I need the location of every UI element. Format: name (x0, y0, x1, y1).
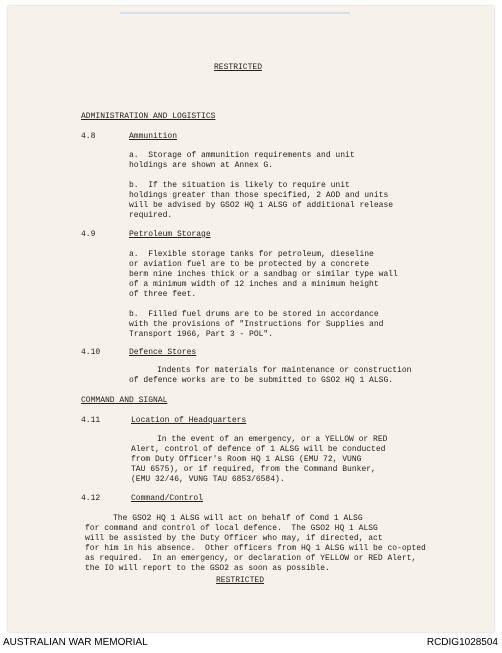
para-4-11-line-5: (EMU 32/46, VUNG TAU 6853/6584). (131, 475, 285, 484)
para-4-9-a-line-4: of a minimum width of 12 inches and a minimum height (129, 280, 379, 289)
para-4-12-line-1: The GSO2 HQ 1 ALSG will act on behalf of Comd 1 ALSG (113, 514, 363, 523)
para-4-11-line-3: from Duty Officer's Room HQ 1 ALSG (EMU 72, VUNG (131, 455, 362, 464)
para-number-4-8: 4.8 (81, 132, 96, 141)
para-4-10-line-2: of defence works are to be submitted to GSO2 HQ 1 ALSG. (129, 376, 394, 385)
para-4-8-b-line-3: will be advised by GSO2 HQ 1 ALSG of additional release (129, 201, 394, 210)
para-4-9-a-line-1: a. Flexible storage tanks for petroleum, dieseline (129, 250, 374, 259)
para-4-9-b-line-2: with the provisions of "Instructions for Supplies and (129, 320, 384, 329)
bleed-through-mark (120, 12, 350, 14)
para-title-location-hq: Location of Headquarters (131, 416, 247, 425)
para-4-12-line-6: the IO will report to the GSO2 as soon as possible. (85, 564, 330, 573)
para-4-12-line-2: for command and control of local defence. The GSO2 HQ 1 ALSG (85, 524, 378, 533)
para-4-9-a-line-3: berm nine inches thick or a sandbag or similar type wall (129, 270, 398, 279)
para-4-9-b-line-1: b. Filled fuel drums are to be stored in accordance (129, 310, 379, 319)
para-4-8-b-line-4: required. (129, 211, 173, 220)
para-title-petroleum-storage: Petroleum Storage (129, 230, 211, 239)
para-4-8-a-line-1: a. Storage of ammunition requirements and unit (129, 151, 355, 160)
classification-footer: RESTRICTED (216, 576, 265, 585)
para-4-12-line-5: as required. In an emergency, or declaration of YELLOW or RED Alert, (85, 554, 417, 563)
para-number-4-11: 4.11 (81, 416, 101, 425)
para-4-9-b-line-3: Transport 1966, Part 3 - POL". (129, 330, 274, 339)
para-4-8-a-line-2: holdings are shown at Annex G. (129, 161, 274, 170)
para-4-11-line-1: In the event of an emergency, or a YELLOW or RED (157, 435, 388, 444)
para-4-8-b-line-2: holdings greater than those specified, 2 AOD and units (129, 191, 389, 200)
para-number-4-10: 4.10 (81, 348, 101, 357)
para-4-12-line-4: for him in his absence. Other officers from HQ 1 ALSG will be co-opted (85, 544, 426, 553)
para-4-10-line-1: Indents for materials for maintenance or construction (157, 366, 412, 375)
para-title-command-control: Command/Control (131, 494, 204, 503)
classification-header: RESTRICTED (214, 63, 263, 72)
para-number-4-9: 4.9 (81, 230, 96, 239)
para-title-ammunition: Ammunition (129, 132, 178, 141)
section-heading-command: COMMAND AND SIGNAL (81, 396, 168, 405)
para-4-8-b-line-1: b. If the situation is likely to require unit (129, 181, 350, 190)
para-4-11-line-4: TAU 6575), or if required, from the Command Bunker, (131, 465, 376, 474)
archive-credit: AUSTRALIAN WAR MEMORIAL (3, 637, 148, 648)
para-title-defence-stores: Defence Stores (129, 348, 197, 357)
para-4-9-a-line-2: or aviation fuel are to be protected by a concrete (129, 260, 370, 269)
para-4-9-a-line-5: of three feet. (129, 290, 197, 299)
archive-reference: RCDIG1028504 (426, 637, 498, 648)
para-4-11-line-2: Alert, control of defence of 1 ALSG will be conducted (131, 445, 386, 454)
para-4-12-line-3: will be assisted by the Duty Officer who may, if directed, act (85, 534, 383, 543)
section-heading-admin: ADMINISTRATION AND LOGISTICS (81, 112, 216, 121)
para-number-4-12: 4.12 (81, 494, 101, 503)
